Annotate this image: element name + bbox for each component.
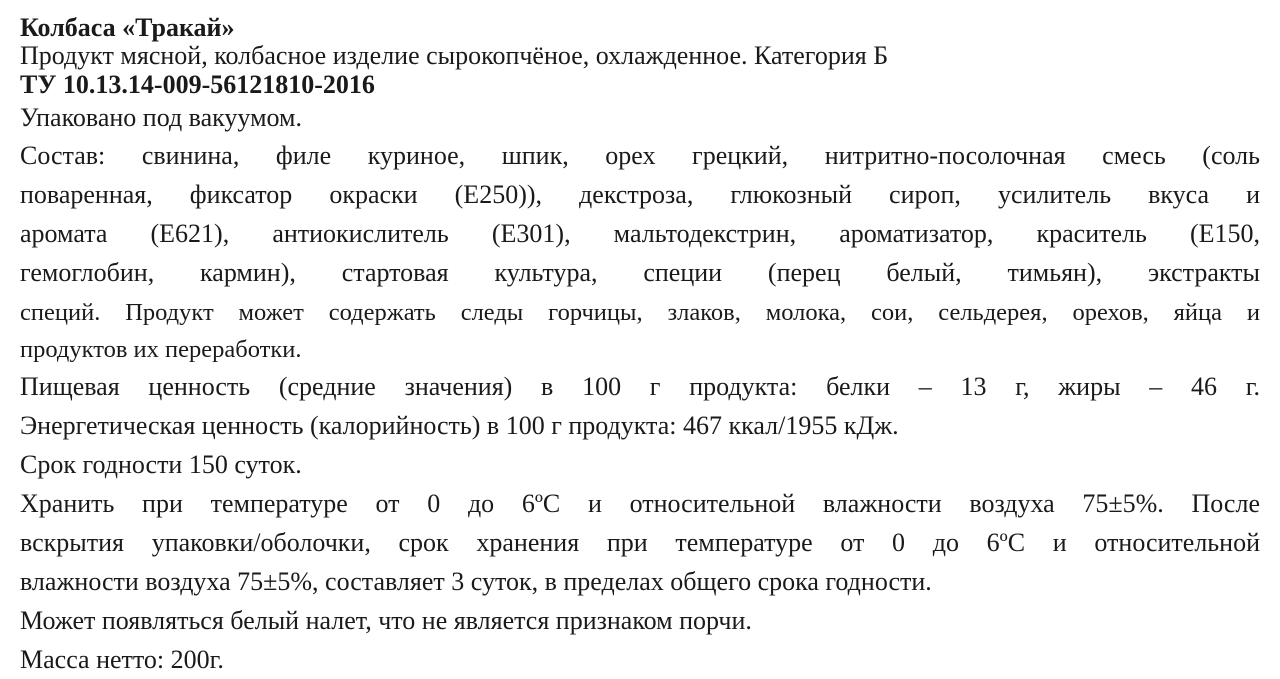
- composition-block: [20, 136, 1260, 367]
- composition-line: [20, 332, 1260, 367]
- packaging-text: Упаковано под вакуумом.: [20, 103, 302, 132]
- note-text: Может появляться белый налет, что не является признаком порчи.: [20, 606, 752, 635]
- storage-line: вскрытия упаковки/оболочки, срок хранения при температуре от 0 до 6ºС и относительной: [20, 528, 1260, 557]
- composition-line: [20, 292, 1260, 332]
- composition-line-text: специй. Продукт может содержать следы горчицы, злаков, молока, сои, сельдерея, орехов, яйца и: [20, 299, 1260, 326]
- product-subtitle: Продукт мясной, колбасное изделие сырокопчёное, охлажденное. Категория Б: [20, 41, 889, 70]
- composition-line: гемоглобин, кармин), стартовая культура, специи (перец белый, тимьян), экстракты: [20, 258, 1260, 287]
- storage-line: Хранить при температуре от 0 до 6ºС и относительной влажности воздуха 75±5%. После: [20, 489, 1260, 518]
- nutrition-line: Энергетическая ценность (калорийность) в 100 г продукта: 467 ккал/1955 кДж.: [20, 411, 899, 440]
- storage-block: [20, 484, 1260, 601]
- nutrition-line: Пищевая ценность (средние значения) в 100 г продукта: белки – 13 г, жиры – 46 г.: [20, 372, 1260, 401]
- technical-standard: ТУ 10.13.14-009-56121810-2016: [20, 70, 375, 99]
- composition-line: Состав: свинина, филе куриное, шпик, орех грецкий, нитритно-посолочная смесь (соль: [20, 141, 1260, 170]
- storage-line: влажности воздуха 75±5%, составляет 3 суток, в пределах общего срока годности.: [20, 567, 932, 596]
- composition-line: поваренная, фиксатор окраски (Е250)), декстроза, глюкозный сироп, усилитель вкуса и: [20, 180, 1260, 209]
- shelf-life-text: Срок годности 150 суток.: [20, 450, 302, 479]
- net-weight-text: Масса нетто: 200г.: [20, 645, 224, 674]
- composition-line-text: продуктов их переработки.: [20, 336, 302, 363]
- composition-line: аромата (Е621), антиокислитель (Е301), мальтодекстрин, ароматизатор, краситель (Е150,: [20, 219, 1260, 248]
- product-title: Колбаса «Тракай»: [20, 13, 235, 42]
- nutrition-block: [20, 367, 1260, 445]
